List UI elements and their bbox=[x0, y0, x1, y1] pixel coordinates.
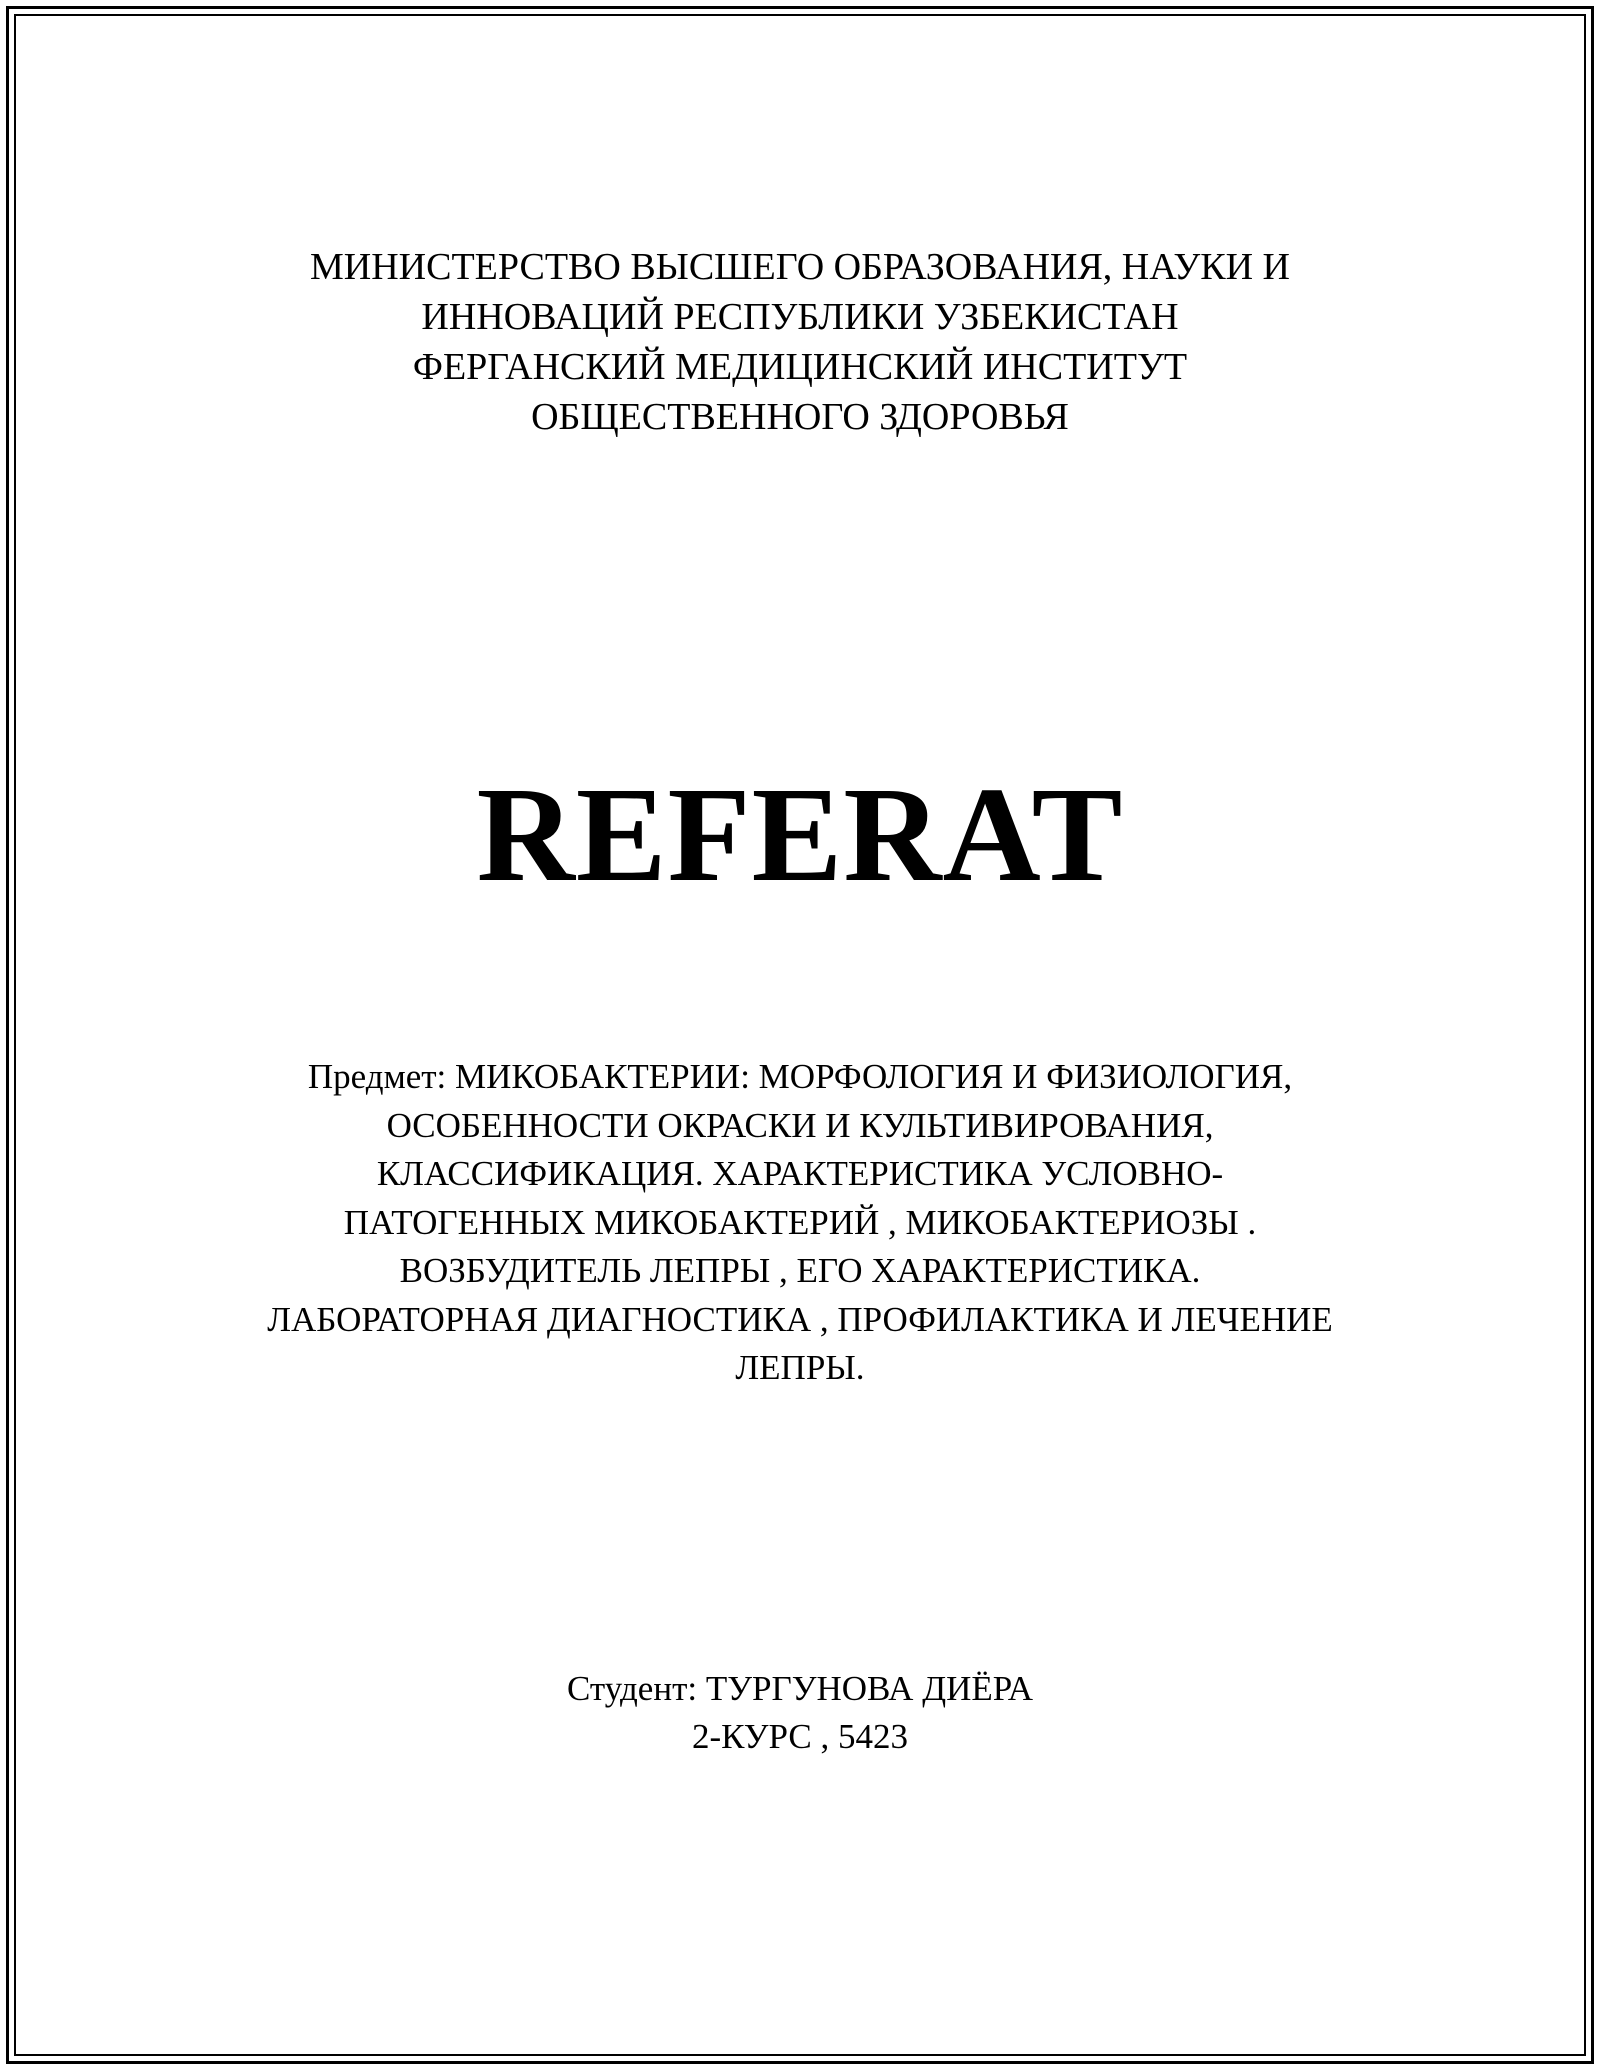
header-line: МИНИСТЕРСТВО ВЫСШЕГО ОБРАЗОВАНИЯ, НАУКИ И bbox=[310, 246, 1290, 288]
subject-line: Предмет: МИКОБАКТЕРИИ: МОРФОЛОГИЯ И ФИЗИОЛОГИЯ, bbox=[307, 1057, 1293, 1096]
subject-line: КЛАССИФИКАЦИЯ. ХАРАКТЕРИСТИКА УСЛОВНО- bbox=[376, 1154, 1224, 1193]
header-line: ОБЩЕСТВЕННОГО ЗДОРОВЬЯ bbox=[531, 396, 1069, 438]
subject-line: ЛАБОРАТОРНАЯ ДИАГНОСТИКА , ПРОФИЛАКТИКА И ЛЕЧЕНИЕ bbox=[267, 1299, 1333, 1339]
subject-line: ПАТОГЕННЫХ МИКОБАКТЕРИЙ , МИКОБАКТЕРИОЗЫ . bbox=[343, 1202, 1257, 1242]
subject-line: ВОЗБУДИТЕЛЬ ЛЕПРЫ , ЕГО ХАРАКТЕРИСТИКА. bbox=[399, 1251, 1201, 1290]
header-line: ФЕРГАНСКИЙ МЕДИЦИНСКИЙ ИНСТИТУТ bbox=[412, 346, 1188, 388]
subject-block bbox=[0, 1053, 1600, 1393]
student-course: 2-КУРС , 5423 bbox=[691, 1717, 909, 1756]
subject-line: ОСОБЕННОСТИ ОКРАСКИ И КУЛЬТИВИРОВАНИЯ, bbox=[386, 1105, 1214, 1145]
header-line: ИННОВАЦИЙ РЕСПУБЛИКИ УЗБЕКИСТАН bbox=[421, 296, 1179, 338]
document-title: REFERAT bbox=[476, 760, 1124, 910]
student-name: Студент: ТУРГУНОВА ДИЁРА bbox=[566, 1669, 1033, 1708]
subject-line: ЛЕПРЫ. bbox=[735, 1348, 865, 1387]
student-info bbox=[0, 1665, 1600, 1761]
institution-header bbox=[0, 242, 1600, 442]
